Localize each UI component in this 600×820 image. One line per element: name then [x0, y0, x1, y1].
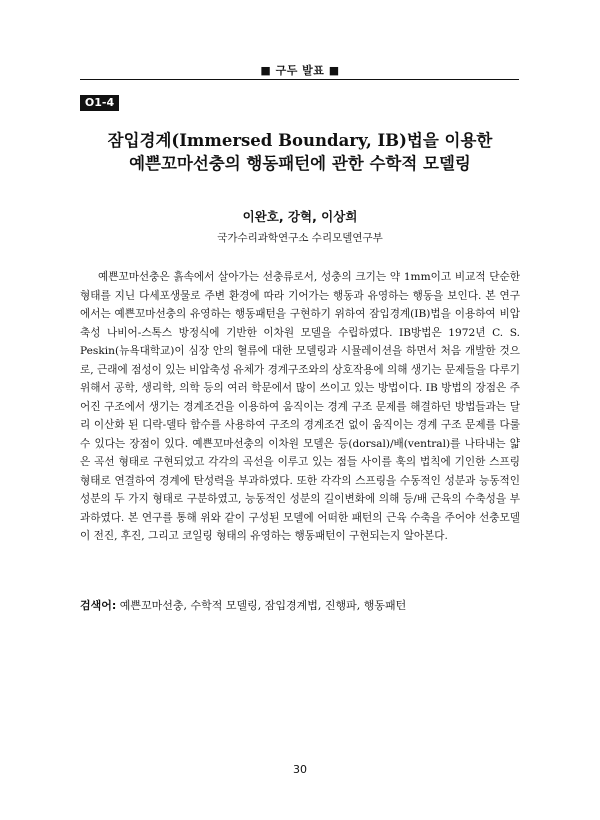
page-number: 30 — [293, 763, 307, 776]
header-divider — [80, 79, 519, 80]
paper-title-line-1: 잠입경계(Immersed Boundary, IB)법을 이용한 — [107, 131, 493, 150]
keywords-line — [80, 597, 520, 615]
paper-title — [60, 129, 540, 175]
author-list: 이완호, 강혁, 이상희 — [242, 209, 358, 224]
paper-code-badge: O1-4 — [80, 95, 119, 111]
paper-title-line-2: 예쁜꼬마선충의 행동패턴에 관한 수학적 모델링 — [129, 154, 471, 173]
author-affiliation: 국가수리과학연구소 수리모델연구부 — [217, 232, 383, 244]
keywords-list: 예쁜꼬마선충, 수학적 모델링, 잠입경계법, 진행파, 행동패턴 — [119, 599, 407, 612]
keywords-label: 검색어: — [80, 599, 117, 612]
section-header: ■ 구두 발표 ■ — [260, 64, 340, 77]
abstract-paragraph: 예쁜꼬마선충은 흙속에서 살아가는 선충류로서, 성충의 크기는 약 1mm이고 비교적 단순한 형태를 지닌 다세포생물로 주변 환경에 따라 기어가는 행동과 유영하는 행동을 보인다. 본 연구에서는 예쁜꼬마선충의 유영하는 행동패턴을 구현하기 위하여 잠입경계(IB)법을 이용하여 비압축성 나비어-스톡스 방정식에 기반한 이차원 모델을 수립하였다. IB방법은 1972년 C. S. Peskin(뉴욕대학교)이 심장 안의 혈류에 대한 모델링과 시뮬레이션을 하면서 처음 개발한 것으로, 근래에 점성이 있는 비압축성 유체가 경계구조와의 상호작용에 의해 생기는 문제들을 다루기 위해서 공학, 생리학, 의학 등의 여러 학문에서 많이 쓰이고 있는 방법이다. IB 방법의 장점은 주어진 구조에서 생기는 경계조건을 이용하여 움직이는 경계 구조 문제를 해결하던 방법들과는 달리 이산화 된 디락-델타 함수를 사용하여 구조의 경계조건 없이 움직이는 경계 구조 문제를 다룰 수 있다는 장점이 있다. 예쁜꼬마선충의 이차원 모델은 등(dorsal)/배(ventral)를 나타내는 얇은 곡선 형태로 구현되었고 각각의 곡선을 이루고 있는 점들 사이를 훅의 법칙에 기인한 스프링 형태로 연결하여 경계에 탄성력을 부과하였다. 또한 각각의 스프링을 수동적인 성분과 능동적인 성분의 두 가지 형태로 구분하였고, 능동적인 성분의 길이변화에 의해 등/배 근육의 수축성을 부과하였다. 본 연구를 통해 위와 같이 구성된 모델에 어떠한 패턴의 근육 수축을 주어야 선충모델이 전진, 후진, 그리고 코일링 형태의 유영하는 행동패턴이 구현되는지 알아본다. — [80, 271, 520, 542]
